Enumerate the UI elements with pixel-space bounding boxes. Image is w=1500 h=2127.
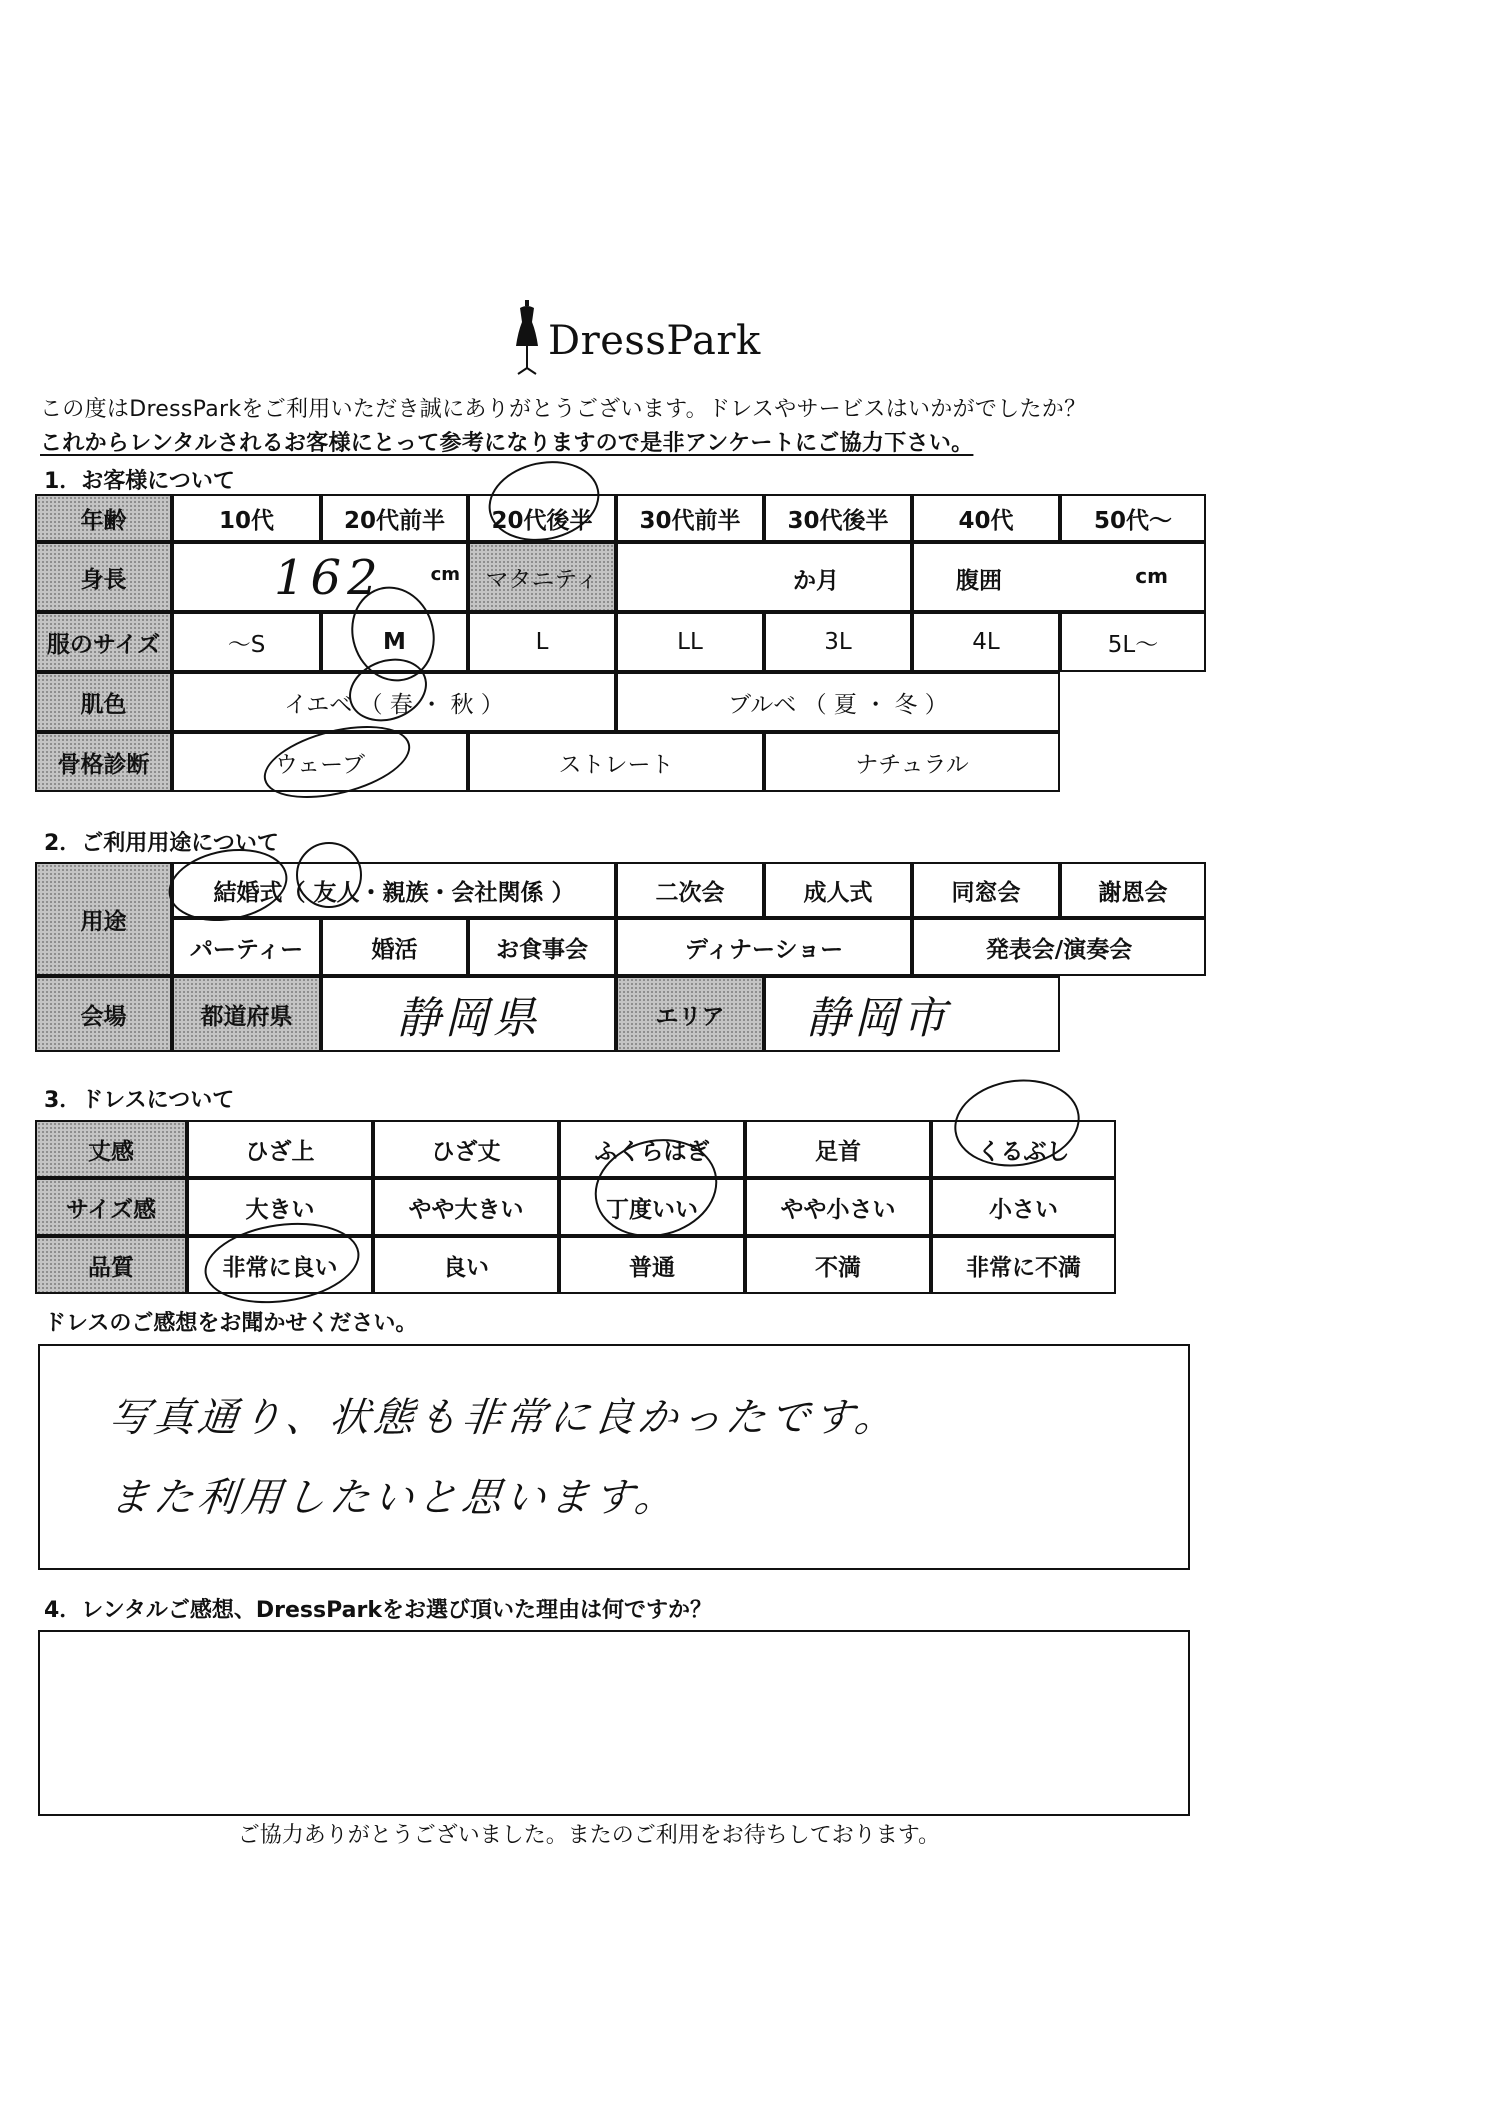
usage-option-wedding[interactable]: 結婚式（ 友人・親族・会社関係 ） bbox=[172, 862, 616, 918]
dress-comment-prompt: ドレスのご感想をお聞かせください。 bbox=[44, 1311, 418, 1336]
age-option-selected[interactable]: 20代後半 bbox=[468, 494, 616, 542]
age-option[interactable]: 40代 bbox=[912, 494, 1060, 542]
body-type-option[interactable]: ナチュラル bbox=[764, 732, 1060, 792]
quality-option[interactable]: 非常に不満 bbox=[931, 1236, 1116, 1294]
quality-option[interactable]: 良い bbox=[373, 1236, 559, 1294]
age-option[interactable]: 10代 bbox=[172, 494, 321, 542]
area-field[interactable] bbox=[764, 976, 1060, 1052]
dress-comment-box[interactable] bbox=[38, 1344, 1190, 1570]
age-option[interactable]: 50代～ bbox=[1060, 494, 1206, 542]
dress-form-icon bbox=[512, 300, 542, 380]
length-option-selected[interactable]: くるぶし bbox=[931, 1120, 1116, 1178]
rental-comment-box[interactable] bbox=[38, 1630, 1190, 1816]
quality-option-selected[interactable]: 非常に良い bbox=[187, 1236, 373, 1294]
size-label: 服のサイズ bbox=[35, 612, 172, 672]
prefecture-field[interactable] bbox=[321, 976, 616, 1052]
section-4-title: 4．レンタルご感想、DressParkをお選び頂いた理由は何ですか？ bbox=[44, 1598, 712, 1623]
length-option[interactable]: ひざ丈 bbox=[373, 1120, 559, 1178]
area-value: 静岡市 bbox=[806, 993, 950, 1044]
dress-comment-line: また利用したいと思います。 bbox=[107, 1475, 681, 1521]
fit-option[interactable]: やや小さい bbox=[745, 1178, 931, 1236]
prefecture-value: 静岡県 bbox=[396, 993, 541, 1044]
selection-circle-mark bbox=[296, 842, 362, 908]
usage-option[interactable]: 二次会 bbox=[616, 862, 764, 918]
body-type-label: 骨格診断 bbox=[35, 732, 172, 792]
fit-label: サイズ感 bbox=[35, 1178, 187, 1236]
usage-option[interactable]: ディナーショー bbox=[616, 918, 912, 976]
dress-comment-line: 写真通り、状態も非常に良かったです。 bbox=[107, 1395, 901, 1441]
usage-option[interactable]: 発表会/演奏会 bbox=[912, 918, 1206, 976]
size-option[interactable]: 3L bbox=[764, 612, 912, 672]
skin-blue-base[interactable]: ブルベ （ 夏 ・ 冬 ） bbox=[616, 672, 1060, 732]
section-3-title: 3．ドレスについて bbox=[44, 1088, 235, 1113]
usage-option[interactable]: 婚活 bbox=[321, 918, 468, 976]
area-label: エリア bbox=[616, 976, 764, 1052]
quality-option[interactable]: 普通 bbox=[559, 1236, 745, 1294]
height-label: 身長 bbox=[35, 542, 172, 612]
height-unit: cm bbox=[430, 564, 460, 585]
quality-option[interactable]: 不満 bbox=[745, 1236, 931, 1294]
length-option[interactable]: ひざ上 bbox=[187, 1120, 373, 1178]
age-label: 年齢 bbox=[35, 494, 172, 542]
section-2-title: 2．ご利用用途について bbox=[44, 831, 279, 856]
size-option[interactable]: ～S bbox=[172, 612, 321, 672]
maternity-months-unit: か月 bbox=[793, 568, 839, 594]
usage-option[interactable]: 同窓会 bbox=[912, 862, 1060, 918]
fit-option[interactable]: 小さい bbox=[931, 1178, 1116, 1236]
skin-yellow-base[interactable]: イエベ （ 春 ・ 秋 ） bbox=[172, 672, 616, 732]
section-1-title: 1．お客様について bbox=[44, 469, 235, 494]
usage-option[interactable]: 成人式 bbox=[764, 862, 912, 918]
maternity-months-field[interactable] bbox=[616, 542, 912, 612]
age-option[interactable]: 30代前半 bbox=[616, 494, 764, 542]
size-option[interactable]: 5L～ bbox=[1060, 612, 1206, 672]
maternity-label: マタニティ bbox=[468, 542, 616, 612]
usage-label: 用途 bbox=[35, 862, 172, 976]
brand-logo bbox=[508, 300, 768, 390]
quality-label: 品質 bbox=[35, 1236, 187, 1294]
brand-name: DressPark bbox=[548, 318, 761, 364]
prefecture-label: 都道府県 bbox=[172, 976, 321, 1052]
size-option[interactable]: L bbox=[468, 612, 616, 672]
waist-label: 腹囲 bbox=[956, 568, 1002, 594]
height-field[interactable] bbox=[172, 542, 468, 612]
usage-option[interactable]: パーティー bbox=[172, 918, 321, 976]
usage-option[interactable]: お食事会 bbox=[468, 918, 616, 976]
age-option[interactable]: 20代前半 bbox=[321, 494, 468, 542]
waist-unit: cm bbox=[1135, 564, 1168, 588]
length-option[interactable]: 足首 bbox=[745, 1120, 931, 1178]
usage-option[interactable]: 謝恩会 bbox=[1060, 862, 1206, 918]
intro-line-1: この度はDressParkをご利用いただき誠にありがとうございます。ドレスやサービスはいかがでしたか？ bbox=[40, 397, 1087, 422]
venue-label: 会場 bbox=[35, 976, 172, 1052]
intro-line-2: これからレンタルされるお客様にとって参考になりますので是非アンケートにご協力下さい。 bbox=[40, 431, 974, 456]
size-option[interactable]: 4L bbox=[912, 612, 1060, 672]
body-type-option-selected[interactable]: ウェーブ bbox=[172, 732, 468, 792]
waist-field[interactable] bbox=[912, 542, 1206, 612]
age-option[interactable]: 30代後半 bbox=[764, 494, 912, 542]
fit-option[interactable]: やや大きい bbox=[373, 1178, 559, 1236]
footer-thanks: ご協力ありがとうございました。またのご利用をお待ちしております。 bbox=[237, 1823, 940, 1848]
size-option-selected[interactable]: M bbox=[321, 612, 468, 672]
body-type-option[interactable]: ストレート bbox=[468, 732, 764, 792]
length-label: 丈感 bbox=[35, 1120, 187, 1178]
fit-option-selected[interactable]: 丁度いい bbox=[559, 1178, 745, 1236]
fit-option[interactable]: 大きい bbox=[187, 1178, 373, 1236]
length-option[interactable]: ふくらはぎ bbox=[559, 1120, 745, 1178]
skin-label: 肌色 bbox=[35, 672, 172, 732]
size-option[interactable]: LL bbox=[616, 612, 764, 672]
height-value: 162 bbox=[274, 550, 384, 606]
